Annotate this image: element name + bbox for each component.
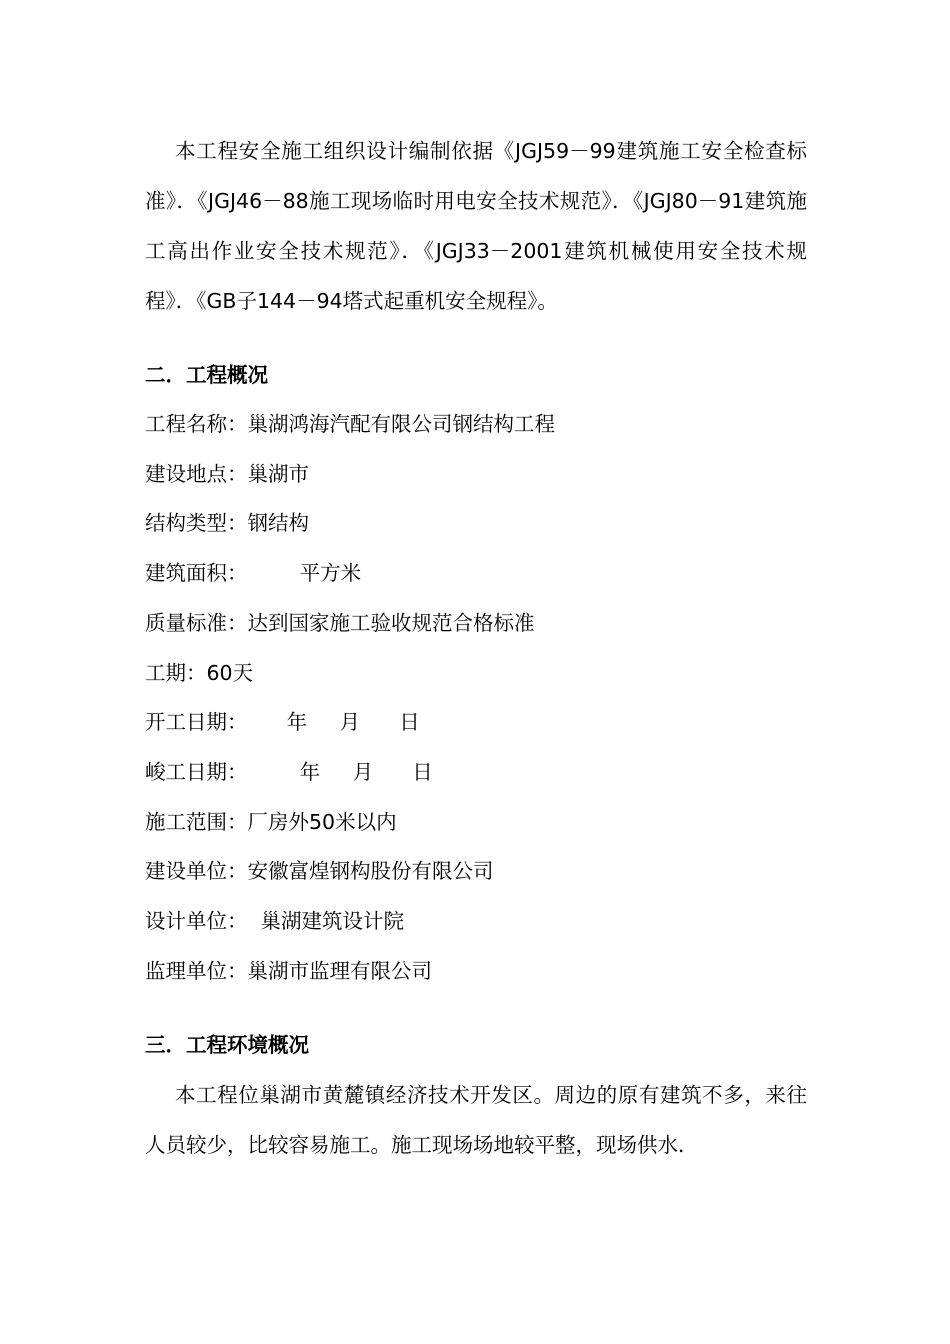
project-info-list [145, 400, 807, 996]
field-structure-type: 结构类型：钢结构 [145, 511, 309, 536]
section-heading-environment-overview: 三．工程环境概况 [145, 1033, 309, 1058]
intro-paragraph: 本工程安全施工组织设计编制依据《JGJ59－99建筑施工安全检查标准》．《JGJ46－88施工现场临时用电安全技术规范》．《JGJ80－91建筑施工高出作业安全技术规范》．《JGJ33－2001建筑机械使用安全技术规程》．《GB子144－94塔式起重机安全规程》。 [145, 139, 807, 313]
field-completion-date: 峻工日期： 年 月 日 [145, 759, 433, 784]
field-building-area: 建筑面积： 平方米 [145, 561, 362, 586]
field-start-date: 开工日期： 年 月 日 [145, 710, 420, 735]
field-project-name: 工程名称：巢湖鸿海汽配有限公司钢结构工程 [145, 412, 555, 436]
field-supervisor: 监理单位：巢湖市监理有限公司 [145, 958, 432, 983]
field-construction-scope: 施工范围：厂房外50米以内 [145, 809, 397, 834]
field-duration: 工期：60天 [145, 660, 254, 685]
field-construction-site: 建设地点：巢湖市 [145, 461, 309, 486]
document-body [145, 126, 807, 1170]
field-designer: 设计单位： 巢湖建筑设计院 [145, 909, 405, 934]
field-quality-standard: 质量标准：达到国家施工验收规范合格标准 [145, 610, 535, 635]
section-heading-project-overview: 二．工程概况 [145, 363, 268, 387]
environment-paragraph: 本工程位巢湖市黄麓镇经济技术开发区。周边的原有建筑不多，来往人员较少，比较容易施工。施工现场场地较平整，现场供水． [145, 1083, 807, 1158]
field-builder: 建设单位：安徽富煌钢构股份有限公司 [145, 859, 494, 884]
